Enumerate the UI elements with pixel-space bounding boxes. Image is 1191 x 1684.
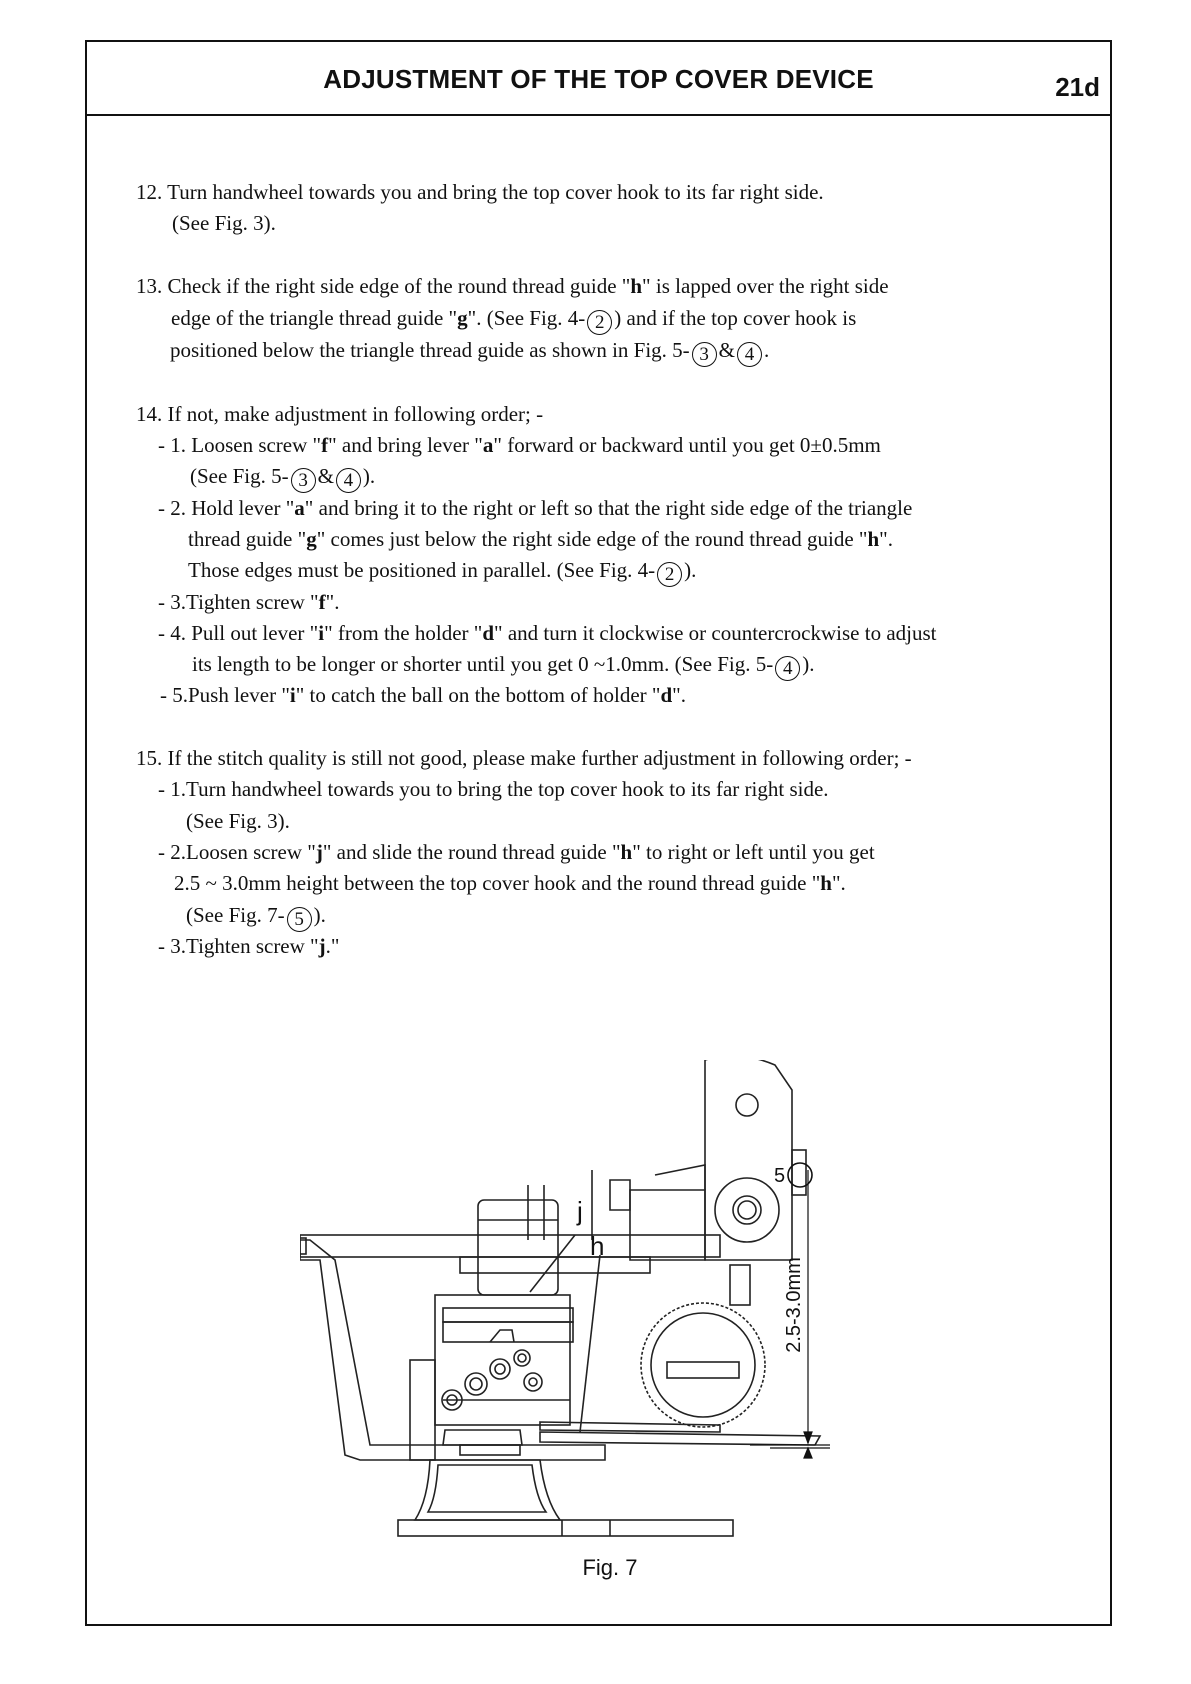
step-15-sub-1-line-2: (See Fig. 3). [186, 809, 290, 833]
upright-arm [705, 1060, 792, 1260]
step-14-heading: 14. If not, make adjustment in following order; - [136, 402, 544, 426]
step-14-sub-2-line-2: thread guide "g" comes just below the right side edge of the round thread guide "h". [188, 527, 893, 551]
label-j: j [577, 1196, 583, 1226]
dimension-label: 2.5-3.0mm [783, 1257, 805, 1353]
step-14-sub-2-line-3: Those edges must be positioned in parallel. (See Fig. 4- 2 ). [188, 558, 697, 585]
main-bar [300, 1235, 720, 1257]
step-12-line-2: (See Fig. 3). [172, 211, 276, 235]
step-14-sub-1-line-1: - 1. Loosen screw "f" and bring lever "a" forward or backward until you get 0±0.5mm [158, 433, 881, 457]
step-12-line-1: 12. Turn handwheel towards you and bring the top cover hook to its far right side. [136, 180, 824, 204]
circled-number: 4 [737, 342, 762, 367]
cylinder [478, 1200, 558, 1295]
circled-number: 3 [291, 468, 316, 493]
round-thread-guide [641, 1303, 765, 1427]
circled-number: 2 [657, 562, 682, 587]
base-plate [398, 1520, 733, 1536]
step-15-heading: 15. If the stitch quality is still not good, please make further adjustment in following order; - [136, 746, 912, 770]
step-14-sub-5: - 5.Push lever "i" to catch the ball on the bottom of holder "d". [160, 683, 686, 707]
figure-caption: Fig. 7 [582, 1555, 638, 1580]
step-15-sub-2-line-2: 2.5 ~ 3.0mm height between the top cover hook and the round thread guide "h". [174, 871, 846, 895]
step-14-sub-4-line-1: - 4. Pull out lever "i" from the holder "d" and turn it clockwise or countercrockwise to adjust [158, 621, 937, 645]
arm-hole-top [736, 1094, 758, 1116]
step-14-sub-2-line-1: - 2. Hold lever "a" and bring it to the right or left so that the right side edge of the triangle [158, 496, 913, 520]
step-13-line-1: 13. Check if the right side edge of the round thread guide "h" is lapped over the right side [136, 274, 889, 298]
step-15-sub-1-line-1: - 1.Turn handwheel towards you to bring the top cover hook to its far right side. [158, 777, 829, 801]
step-15-sub-3: - 3.Tighten screw "j." [158, 934, 340, 958]
step-13-line-3: positioned below the triangle thread guide as shown in Fig. 5- 3 & 4 . [170, 338, 770, 365]
foot-base [415, 1460, 560, 1520]
circled-number: 5 [287, 907, 312, 932]
step-13-line-2: edge of the triangle thread guide "g". (See Fig. 4- 2 ) and if the top cover hook is [171, 306, 857, 333]
page-title: ADJUSTMENT OF THE TOP COVER DEVICE [323, 64, 874, 94]
step-14-sub-3: - 3.Tighten screw "f". [158, 590, 340, 614]
step-14-sub-1-line-2: (See Fig. 5- 3 & 4 ). [190, 464, 376, 491]
label-5: 5 [774, 1165, 786, 1187]
screws [442, 1350, 542, 1410]
circled-number: 4 [336, 468, 361, 493]
label-h: h [590, 1231, 605, 1261]
circled-number: 4 [775, 656, 800, 681]
arm-pivot [715, 1178, 779, 1242]
figure-7-drawing [300, 1060, 910, 1580]
circled-number: 3 [692, 342, 717, 367]
step-14-sub-4-line-2: its length to be longer or shorter until you get 0 ~1.0mm. (See Fig. 5- 4 ). [192, 652, 815, 679]
page-header [87, 42, 1110, 116]
step-15-sub-2-line-1: - 2.Loosen screw "j" and slide the round thread guide "h" to right or left until you get [158, 840, 875, 864]
step-15-sub-2-line-3: (See Fig. 7- 5 ). [186, 903, 326, 930]
circled-number: 2 [587, 310, 612, 335]
page-number: 21d [1055, 72, 1100, 102]
